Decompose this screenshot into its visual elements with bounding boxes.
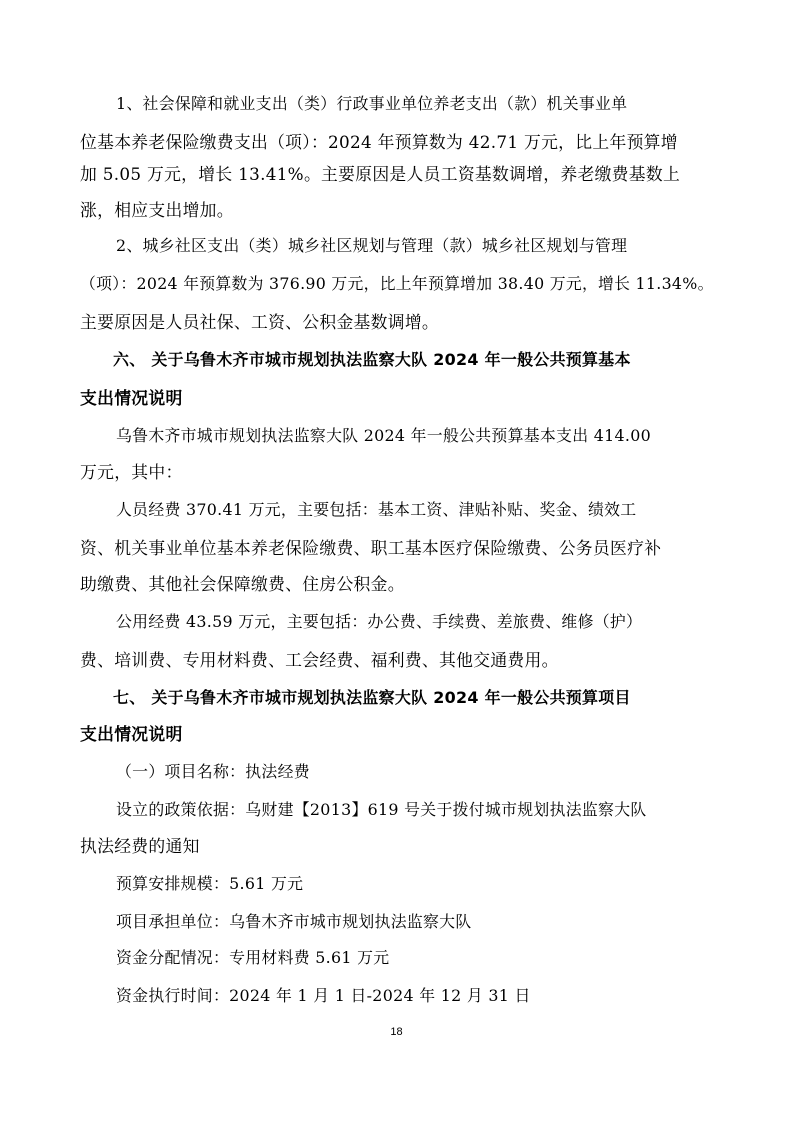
section-six-heading-line-2: 支出情况说明: [80, 388, 183, 408]
budget-scale: 预算安排规模：5.61 万元: [116, 874, 304, 893]
fund-allocation: 资金分配情况：专用材料费 5.61 万元: [116, 948, 390, 967]
policy-basis-line-2: 执法经费的通知: [80, 836, 200, 856]
project-name: （一）项目名称：执法经费: [116, 762, 310, 781]
section-seven-heading-line-2: 支出情况说明: [80, 724, 183, 744]
section-seven-heading-line-1: 七、 关于乌鲁木齐市城市规划执法监察大队 2024 年一般公共预算项目: [113, 688, 631, 707]
para-basic-line-1: 乌鲁木齐市城市规划执法监察大队 2024 年一般公共预算基本支出 414.00: [116, 426, 652, 445]
para-public-line-1: 公用经费 43.59 万元，主要包括：办公费、手续费、差旅费、维修（护）: [116, 612, 643, 631]
execution-period: 资金执行时间：2024 年 1 月 1 日-2024 年 12 月 31 日: [116, 986, 531, 1005]
section-six-heading-line-1: 六、 关于乌鲁木齐市城市规划执法监察大队 2024 年一般公共预算基本: [113, 350, 631, 369]
para-2-line-1: 2、城乡社区支出（类）城乡社区规划与管理（款）城乡社区规划与管理: [116, 236, 628, 255]
project-unit: 项目承担单位：乌鲁木齐市城市规划执法监察大队: [116, 912, 472, 931]
para-1-line-2: 位基本养老保险缴费支出（项）：2024 年预算数为 42.71 万元，比上年预算增: [80, 132, 678, 152]
para-personnel-line-3: 助缴费、其他社会保障缴费、住房公积金。: [80, 574, 405, 594]
para-1-line-1: 1、社会保障和就业支出（类）行政事业单位养老支出（款）机关事业单: [116, 94, 628, 113]
para-2-line-3: 主要原因是人员社保、工资、公积金基数调增。: [80, 312, 440, 332]
para-1-line-4: 涨，相应支出增加。: [80, 200, 234, 220]
para-basic-line-2: 万元，其中：: [80, 462, 183, 482]
para-1-line-3: 加 5.05 万元，增长 13.41%。主要原因是人员工资基数调增，养老缴费基数上: [80, 164, 681, 184]
para-2-line-2: （项）：2024 年预算数为 376.90 万元，比上年预算增加 38.40 万元，增长 11.34%。: [80, 274, 714, 293]
page-number: 18: [390, 1026, 403, 1038]
para-personnel-line-1: 人员经费 370.41 万元，主要包括：基本工资、津贴补贴、奖金、绩效工: [116, 500, 637, 519]
para-public-line-2: 费、培训费、专用材料费、工会经费、福利费、其他交通费用。: [80, 650, 559, 670]
policy-basis-line-1: 设立的政策依据：乌财建【2013】619 号关于拨付城市规划执法监察大队: [116, 800, 647, 819]
para-personnel-line-2: 资、机关事业单位基本养老保险缴费、职工基本医疗保险缴费、公务员医疗补: [80, 538, 662, 558]
